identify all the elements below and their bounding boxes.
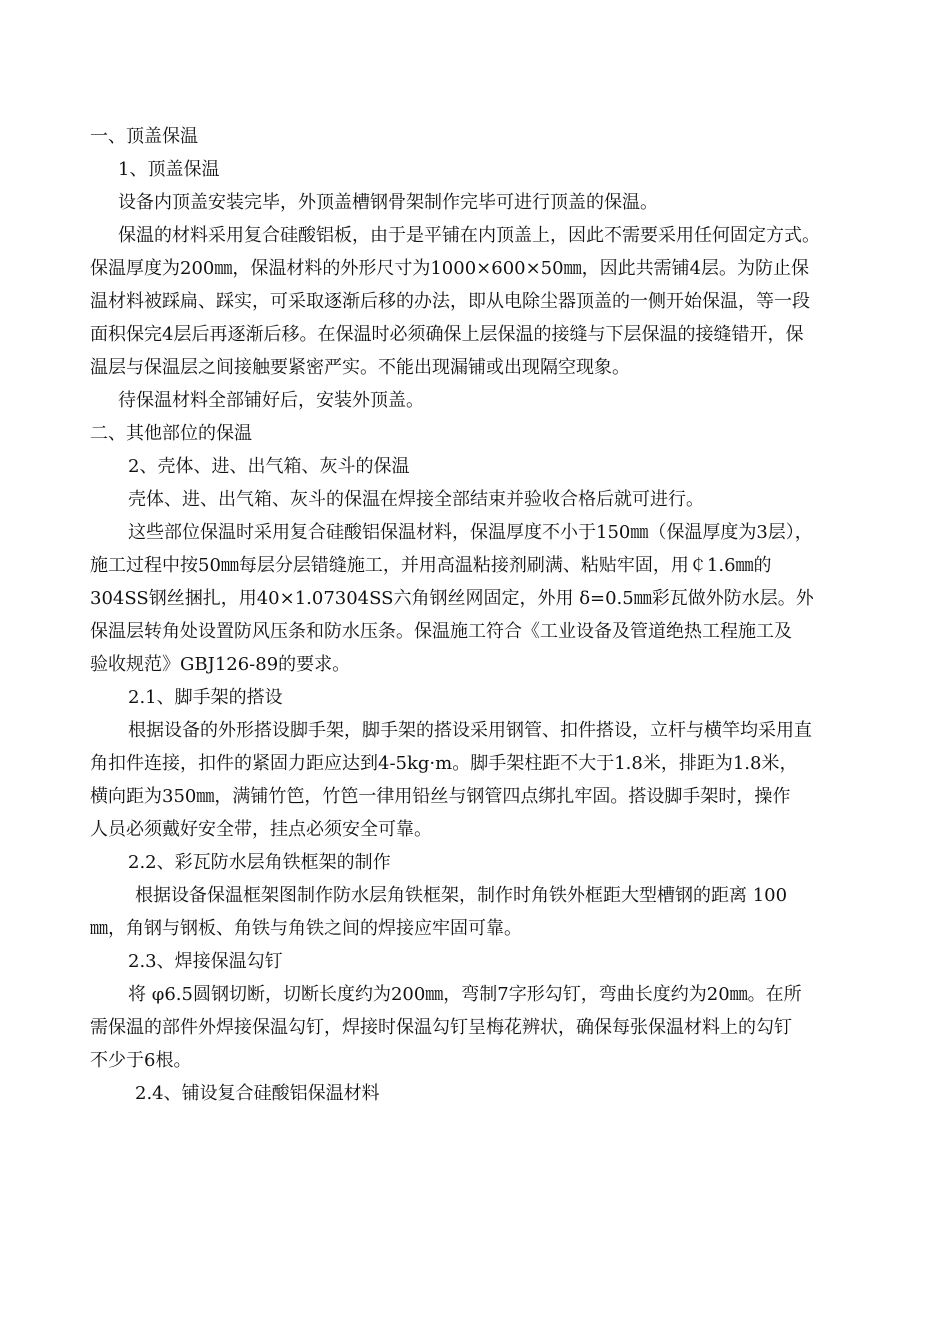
paragraph-line: 人员必须戴好安全带，挂点必须安全可靠。 xyxy=(90,819,432,840)
paragraph-line: 壳体、进、出气箱、灰斗的保温在焊接全部结束并验收合格后就可进行。 xyxy=(128,489,704,510)
paragraph-line: 不少于6根。 xyxy=(90,1050,192,1071)
paragraph-line: 根据设备保温框架图制作防水层角铁框架，制作时角铁外框距大型槽钢的距离 100 xyxy=(135,885,788,906)
subsection-title: 1、顶盖保温 xyxy=(118,159,220,180)
paragraph-line: 施工过程中按50㎜每层分层错缝施工，并用高温粘接剂刷满、粘贴牢固，用￠1.6㎜的 xyxy=(90,555,772,576)
section-heading-1: 一、顶盖保温 xyxy=(90,126,198,147)
document-page xyxy=(90,120,870,1110)
paragraph-line: 304SS钢丝捆扎，用40×1.07304SS六角钢丝网固定，外用 δ=0.5㎜彩瓦做外防水层。外 xyxy=(90,588,814,609)
paragraph-line: 保温厚度为200㎜，保温材料的外形尺寸为1000×600×50㎜，因此共需铺4层。为防止保 xyxy=(90,258,810,279)
paragraph-line: 角扣件连接，扣件的紧固力距应达到4-5kg·m。脚手架柱距不大于1.8米，排距为1.8米， xyxy=(90,753,798,774)
subsection-title: 2.1、脚手架的搭设 xyxy=(128,687,283,708)
paragraph-line: 待保温材料全部铺好后，安装外顶盖。 xyxy=(118,390,424,411)
subsection-title: 2.3、焊接保温勾钉 xyxy=(128,951,283,972)
paragraph-line: 保温层转角处设置防风压条和防水压条。保温施工符合《工业设备及管道绝热工程施工及 xyxy=(90,621,792,642)
paragraph-line: 这些部位保温时采用复合硅酸铝保温材料，保温厚度不小于150㎜（保温厚度为3层）， xyxy=(128,522,813,543)
paragraph-line: 温层与保温层之间接触要紧密严实。不能出现漏铺或出现隔空现象。 xyxy=(90,357,630,378)
section-heading-2: 二、其他部位的保温 xyxy=(90,423,252,444)
paragraph-line: 面积保完4层后再逐渐后移。在保温时必须确保上层保温的接缝与下层保温的接缝错开，保 xyxy=(90,324,804,345)
subsection-title: 2、壳体、进、出气箱、灰斗的保温 xyxy=(128,456,410,477)
paragraph-line: 温材料被踩扁、踩实，可采取逐渐后移的办法，即从电除尘器顶盖的一侧开始保温，等一段 xyxy=(90,291,810,312)
subsection-title: 2.4、铺设复合硅酸铝保温材料 xyxy=(135,1083,380,1104)
paragraph-line: 设备内顶盖安装完毕，外顶盖槽钢骨架制作完毕可进行顶盖的保温。 xyxy=(118,192,658,213)
paragraph-line: 验收规范》GBJ126-89的要求。 xyxy=(90,654,351,675)
paragraph-line: 需保温的部件外焊接保温勾钉，焊接时保温勾钉呈梅花辨状，确保每张保温材料上的勾钉 xyxy=(90,1017,792,1038)
paragraph-line: 横向距为350㎜，满铺竹笆，竹笆一律用铅丝与钢管四点绑扎牢固。搭设脚手架时，操作 xyxy=(90,786,791,807)
subsection-title: 2.2、彩瓦防水层角铁框架的制作 xyxy=(128,852,391,873)
paragraph-line: 根据设备的外形搭设脚手架，脚手架的搭设采用钢管、扣件搭设，立杆与横竿均采用直 xyxy=(128,720,812,741)
paragraph-line: ㎜，角钢与钢板、角铁与角铁之间的焊接应牢固可靠。 xyxy=(90,918,522,939)
paragraph-line: 保温的材料采用复合硅酸铝板，由于是平铺在内顶盖上，因此不需要采用任何固定方式。 xyxy=(118,225,820,246)
paragraph-line: 将 φ6.5圆钢切断，切断长度约为200㎜，弯制7字形勾钉，弯曲长度约为20㎜。在所 xyxy=(128,984,802,1005)
